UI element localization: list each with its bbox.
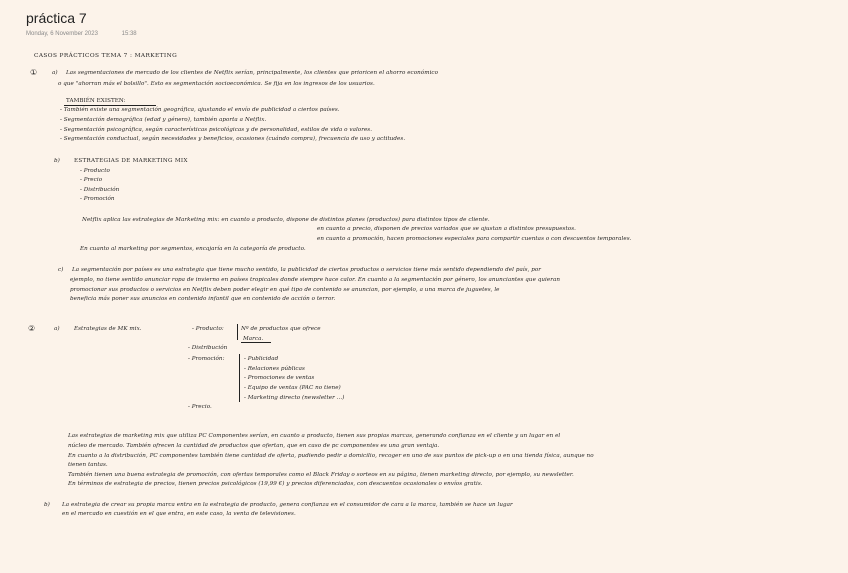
page-meta <box>26 31 137 37</box>
notes-header: CASOS PRÁCTICOS TEMA 7 : MARKETING <box>34 53 178 59</box>
q1-c-line-2: ejemplo, no tiene sentido anunciar ropa de invierno en países tropicales donde siempre hace calor. En cuanto a la segmentación por género, los anunciantes que quieran <box>70 277 561 283</box>
producto-brace <box>237 324 238 340</box>
mix-item-distribucion: - Distribución <box>80 187 120 193</box>
mix-item-producto: - Producto <box>80 168 110 174</box>
q1-number: ① <box>30 68 38 77</box>
q2-precio: - Precio. <box>188 404 212 410</box>
promo-item-4: - Equipo de ventas (PAC no tiene) <box>244 385 341 391</box>
q1-b-label: b) <box>54 158 60 164</box>
page-time: 15:38 <box>121 31 137 37</box>
promo-item-1: - Publicidad <box>244 356 279 362</box>
marca-underline <box>241 342 271 343</box>
q1-a-line-2: o que "ahorran más el bolsillo". Esto es segmentación socioeconómica. Se fija en los ingresos de los usuarios. <box>58 81 375 87</box>
netflix-line-1: Netflix aplica las estrategias de Marketing mix: en cuanto a producto, dispone de distintos planes (productos) para distintos tipos de cliente. <box>82 217 490 223</box>
q2-paragraph-line-6: En términos de estrategia de precios, tienen precios psicológicos (19,99 €) y precios diferenciados, con descuentos ocasionales o envíos gratis. <box>68 481 483 487</box>
q2-paragraph-line-3: En cuanto a la distribución, PC componentes también tiene cantidad de oferta, pudiendo pedir a domicilio, recoger en uno de sus puntos de pick-up o en una tienda física, aunque no <box>68 453 594 459</box>
netflix-line-4: En cuanto al marketing por segmentos, encajaría en la categoría de producto. <box>80 246 306 252</box>
q2-b-label: b) <box>44 502 50 508</box>
mix-title: ESTRATEGIAS DE MARKETING MIX <box>74 158 188 164</box>
q2-producto: - Producto: <box>192 326 224 332</box>
netflix-line-2: en cuanto a precio, disponen de precios variados que se ajustan a distintos presupuestos. <box>317 226 576 232</box>
mix-item-promocion: - Promoción <box>80 196 115 202</box>
q2-number: ② <box>28 324 36 333</box>
q1-c-line-4: beneficia más poner sus anuncios en contenido infantil que en contenido de acción o terror. <box>70 296 336 302</box>
q2-a-label: a) <box>54 326 60 332</box>
page-date: Monday, 6 November 2023 <box>26 31 98 37</box>
q1-a-label: a) <box>52 70 58 76</box>
q2-strategies: Estrategias de MK mix. <box>74 326 142 332</box>
tambien-item-2: - Segmentación demográfica (edad y género), también aporta a Netflix. <box>60 117 267 123</box>
mix-item-precio: - Precio <box>80 177 103 183</box>
q2-producto-detail: Nº de productos que ofrece <box>241 326 321 332</box>
q1-c-label: c) <box>58 267 64 273</box>
q2-paragraph-line-5: También tienen una buena estrategia de promoción, con ofertas temporales como el Black Friday o sorteos en su página, tienen marketing directo, por ejemplo, su newsletter. <box>68 472 574 478</box>
q2-paragraph-line-4: tienen tantas. <box>68 462 108 468</box>
tambien-item-1: - También existe una segmentación geográfica, ajustando el envío de publicidad a ciertos países. <box>60 107 340 113</box>
q1-a-line-1: Las segmentaciones de mercado de los clientes de Netflix serían, principalmente, los clientes que prioricen el ahorro económico <box>66 70 439 76</box>
promocion-brace <box>239 354 240 402</box>
q2-b-line-1: La estrategia de crear su propia marca entra en la estrategia de producto, genera confianza en el consumidor de cara a la marca, también se hace un lugar <box>62 502 513 508</box>
q2-paragraph-line-1: Las estrategias de marketing mix que utiliza PC Componentes serían, en cuanto a producto, tienen sus propias marcas, generando confianza en el cliente y un lugar en el <box>68 433 561 439</box>
promo-item-2: - Relaciones públicas <box>244 366 305 372</box>
page-title[interactable]: práctica 7 <box>26 10 87 26</box>
promo-item-5: - Marketing directo (newsletter ...) <box>244 395 345 401</box>
tambien-title: TAMBIÉN EXISTEN: <box>66 98 126 104</box>
promo-item-3: - Promociones de ventas <box>244 375 315 381</box>
tambien-underline <box>64 105 156 106</box>
netflix-line-3: en cuanto a promoción, hacen promociones especiales para compartir cuentas o con descuentos temporales. <box>317 236 632 242</box>
q2-distribucion: - Distribución <box>188 345 228 351</box>
tambien-item-3: - Segmentación psicográfica, según características psicológicas y de personalidad, estilos de vida o valores. <box>60 127 373 133</box>
q2-promocion: - Promoción: <box>188 356 225 362</box>
q1-c-line-3: promocionar sus productos o servicios en Netflix deben poder elegir en qué tipo de contenido se anuncian, por ejemplo, a una marca de juguetes, le <box>70 287 500 293</box>
tambien-item-4: - Segmentación conductual, según necesidades y beneficios, ocasiones (cuándo compra), frecuencia de uso y actitudes. <box>60 136 406 142</box>
q1-c-line-1: La segmentación por países es una estrategia que tiene mucho sentido, la publicidad de ciertos productos o servicios tiene más sentido dependiendo del país, por <box>72 267 542 273</box>
q2-marca: Marca. <box>243 336 264 342</box>
q2-paragraph-line-2: núcleo de mercado. También ofrecen la cantidad de productos que ofertan, que en caso de pc componentes es una gran ventaja. <box>68 443 440 449</box>
q2-b-line-2: en el mercado en cuestión en el que entra, en este caso, la venta de televisiones. <box>62 511 296 517</box>
